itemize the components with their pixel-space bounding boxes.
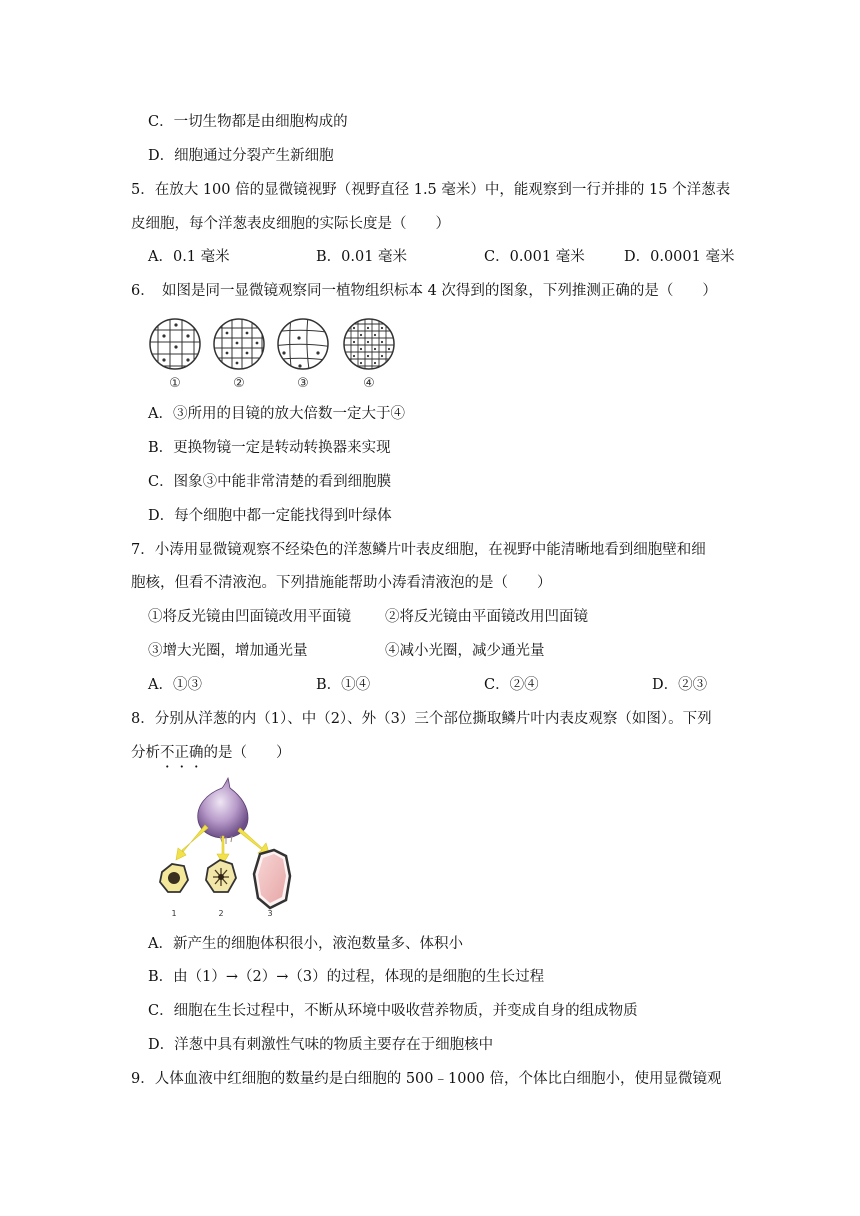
q8-stem-line2: 分析不正确的是（ ） — [131, 745, 291, 761]
fig6-label-2: ② — [233, 376, 245, 391]
q7-statement-3: ③增大光圈，增加通光量 — [148, 643, 308, 659]
emphasis-char-2: 正 — [174, 745, 189, 761]
q5-option-c: C．0.001 毫米 — [484, 249, 585, 265]
q5-option-b: B．0.01 毫米 — [316, 249, 408, 265]
q6-stem: 6． 如图是同一显微镜观察同一植物组织标本 4 次得到的图象，下列推测正确的是（ ） — [131, 283, 717, 299]
q7-statement-2: ②将反光镜由平面镜改用凹面镜 — [385, 609, 588, 625]
microscope-view-3 — [273, 316, 333, 376]
q9-stem-line1: 9．人体血液中红细胞的数量约是白细胞的 500﹣1000 倍，个体比白细胞小，使用显微镜观 — [131, 1071, 722, 1087]
emphasis-char-1: 不 — [160, 745, 175, 761]
q7-statement-4: ④减小光圈，减少通光量 — [385, 643, 545, 659]
onion-cell-1 — [160, 864, 188, 892]
q7-option-c: C．②④ — [484, 677, 539, 693]
q7-statement-1: ①将反光镜由凹面镜改用平面镜 — [148, 609, 351, 625]
q4-option-d: D．细胞通过分裂产生新细胞 — [148, 148, 334, 164]
fig8-label-2: 2 — [218, 909, 224, 918]
q8-option-d: D．洋葱中具有刺激性气味的物质主要存在于细胞核中 — [148, 1037, 494, 1053]
q7-stem-line1: 7．小涛用显微镜观察不经染色的洋葱鳞片叶表皮细胞，在视野中能清晰地看到细胞壁和细 — [131, 542, 706, 558]
q8-onion-figure — [150, 776, 300, 920]
q5-stem-line2: 皮细胞，每个洋葱表皮细胞的实际长度是（ ） — [131, 216, 450, 232]
emphasis-char-3: 确 — [189, 745, 204, 761]
q7-option-d: D．②③ — [652, 677, 708, 693]
fig6-label-3: ③ — [297, 376, 309, 391]
q8-stem-line1: 8．分别从洋葱的内（1）、中（2）、外（3）三个部位撕取鳞片叶内表皮观察（如图）。下列 — [131, 711, 712, 727]
q8-option-c: C．细胞在生长过程中，不断从环境中吸收营养物质，并变成自身的组成物质 — [148, 1003, 638, 1019]
onion-cell-2 — [206, 860, 236, 892]
q8-option-a: A．新产生的细胞体积很小，液泡数量多、体积小 — [148, 936, 463, 952]
q7-stem-line2: 胞核，但看不清液泡。下列措施能帮助小涛看清液泡的是（ ） — [131, 575, 552, 591]
q5-option-a: A．0.1 毫米 — [148, 249, 230, 265]
microscope-view-1 — [148, 316, 208, 376]
q6-option-d: D．每个细胞中都一定能找得到叶绿体 — [148, 508, 392, 524]
q7-option-b: B．①④ — [316, 677, 371, 693]
q5-option-d: D．0.0001 毫米 — [624, 249, 735, 265]
q6-option-b: B．更换物镜一定是转动转换器来实现 — [148, 440, 391, 456]
q6-option-a: A．③所用的目镜的放大倍数一定大于④ — [148, 406, 405, 422]
q8-option-b: B．由（1）→（2）→（3）的过程，体现的是细胞的生长过程 — [148, 969, 545, 985]
q7-option-a: A．①③ — [148, 677, 202, 693]
q4-option-c: C．一切生物都是由细胞构成的 — [148, 114, 348, 130]
fig6-label-4: ④ — [363, 376, 375, 391]
q6-microscope-figure — [148, 316, 418, 392]
fig8-label-1: 1 — [171, 909, 177, 918]
onion-cell-3 — [254, 850, 290, 908]
fig6-label-1: ① — [169, 376, 181, 391]
fig8-label-3: 3 — [267, 909, 273, 918]
q6-option-c: C．图象③中能非常清楚的看到细胞膜 — [148, 474, 392, 490]
q5-stem-line1: 5．在放大 100 倍的显微镜视野（视野直径 1.5 毫米）中，能观察到一行并排的 15 个洋葱表 — [131, 182, 731, 198]
